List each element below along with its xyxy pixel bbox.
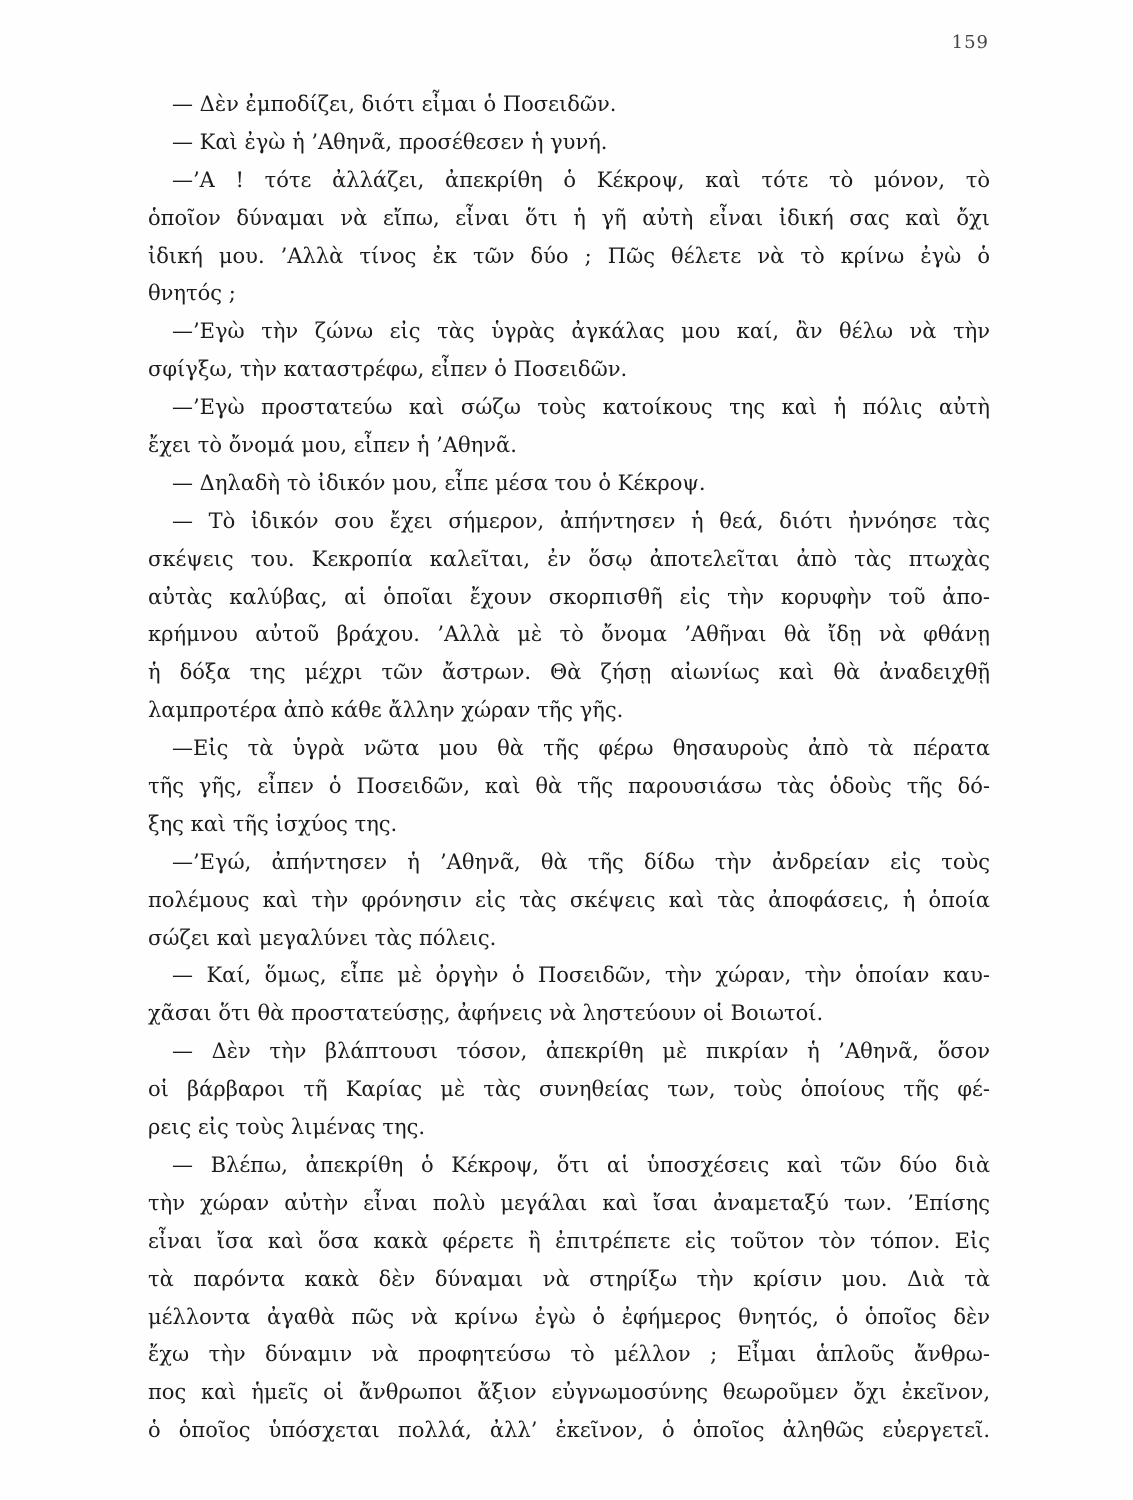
text-line: — Βλέπω, ἀπεκρίθη ὁ Κέκροψ, ὅτι αἱ ὑποσχέσεις καὶ τῶν δύο διὰ (172, 1152, 990, 1177)
text-line: μέλλοντα ἀγαθὰ πῶς νὰ κρίνω ἐγὼ ὁ ἐφήμερος θνητός, ὁ ὁποῖος δὲν (148, 1304, 990, 1329)
text-line: — Δὲν τὴν βλάπτουσι τόσον, ἀπεκρίθη μὲ πικρίαν ἡ ’Αθηνᾶ, ὅσον (172, 1039, 990, 1064)
page-text (148, 86, 990, 1450)
text-line: σφίγξω, τὴν καταστρέφω, εἶπεν ὁ Ποσειδῶν. (148, 357, 628, 382)
text-line: — Καὶ ἐγὼ ἡ ’Αθηνᾶ, προσέθεσεν ἡ γυνή. (172, 129, 608, 154)
text-line: οἱ βάρβαροι τῆ Καρίας μὲ τὰς συνηθείας των, τοὺς ὁποίους τῆς φέ- (148, 1077, 990, 1102)
text-line: ξης καὶ τῆς ἰσχύος της. (148, 811, 398, 836)
text-line: —’Εγώ, ἀπήντησεν ἡ ’Αθηνᾶ, θὰ τῆς δίδω τὴν ἀνδρείαν εἰς τοὺς (172, 849, 990, 874)
text-line: εἶναι ἴσα καὶ ὅσα κακὰ φέρετε ἢ ἐπιτρέπετε εἰς τοῦτον τὸν τόπον. Εἰς (148, 1228, 990, 1253)
text-line: — Καί, ὅμως, εἶπε μὲ ὀργὴν ὁ Ποσειδῶν, τὴν χώραν, τὴν ὁποίαν καυ- (172, 963, 990, 988)
page-number: 159 (951, 32, 989, 53)
text-line: αὐτὰς καλύβας, αἱ ὁποῖαι ἔχουν σκορπισθῆ εἰς τὴν κορυφὴν τοῦ ἀπο- (148, 584, 990, 609)
text-line: πολέμους καὶ τὴν φρόνησιν εἰς τὰς σκέψεις καὶ τὰς ἀποφάσεις, ἡ ὁποία (148, 887, 990, 912)
text-line: χᾶσαι ὅτι θὰ προστατεύσῃς, ἀφήνεις νὰ ληστεύουν οἱ Βοιωτοί. (148, 1001, 824, 1026)
text-line: ὁ ὁποῖος ὑπόσχεται πολλά, ἀλλ’ ἐκεῖνον, ὁ ὁποῖος ἀληθῶς εὐεργετεῖ. (148, 1418, 990, 1443)
text-line: λαμπροτέρα ἀπὸ κάθε ἄλλην χώραν τῆς γῆς. (148, 698, 624, 723)
text-line: πος καὶ ἡμεῖς οἱ ἄνθρωποι ἄξιον εὐγνωμοσύνης θεωροῦμεν ὄχι ἐκεῖνον, (148, 1380, 990, 1405)
text-line: ἔχω τὴν δύναμιν νὰ προφητεύσω τὸ μέλλον ; Εἶμαι ἁπλοῦς ἄνθρω- (148, 1342, 990, 1367)
text-line: —’Εγὼ τὴν ζώνω εἰς τὰς ὑγρὰς ἀγκάλας μου καί, ἂν θέλω νὰ τὴν (172, 319, 990, 344)
text-line: σκέψεις του. Κεκροπία καλεῖται, ἐν ὅσῳ ἀποτελεῖται ἀπὸ τὰς πτωχὰς (148, 546, 990, 571)
text-line: τὴν χώραν αὐτὴν εἶναι πολὺ μεγάλαι καὶ ἴσαι ἀναμεταξύ των. ’Επίσης (148, 1190, 990, 1215)
text-line: —’Εγὼ προστατεύω καὶ σώζω τοὺς κατοίκους της καὶ ἡ πόλις αὐτὴ (172, 395, 990, 420)
text-line: θνητός ; (148, 281, 236, 306)
text-line: ἡ δόξα της μέχρι τῶν ἄστρων. Θὰ ζήσῃ αἰωνίως καὶ θὰ ἀναδειχθῇ (148, 660, 990, 685)
text-line: ρεις εἰς τοὺς λιμένας της. (148, 1115, 425, 1140)
text-line: ἰδική μου. ’Αλλὰ τίνος ἐκ τῶν δύο ; Πῶς θέλετε νὰ τὸ κρίνω ἐγὼ ὁ (148, 243, 990, 268)
text-line: — Δὲν ἐμποδίζει, διότι εἶμαι ὁ Ποσειδῶν. (172, 92, 617, 116)
text-line: σώζει καὶ μεγαλύνει τὰς πόλεις. (148, 925, 497, 950)
text-line: —Εἰς τὰ ὑγρὰ νῶτα μου θὰ τῆς φέρω θησαυροὺς ἀπὸ τὰ πέρατα (172, 736, 990, 761)
text-line: κρήμνου αὐτοῦ βράχου. ’Αλλὰ μὲ τὸ ὄνομα ’Αθῆναι θὰ ἴδῃ νὰ φθάνῃ (148, 622, 990, 647)
text-line: —’Α ! τότε ἀλλάζει, ἀπεκρίθη ὁ Κέκροψ, καὶ τότε τὸ μόνον, τὸ (172, 167, 990, 192)
text-line: τὰ παρόντα κακὰ δὲν δύναμαι νὰ στηρίξω τὴν κρίσιν μου. Διὰ τὰ (148, 1266, 990, 1291)
text-line: ἔχει τὸ ὄνομά μου, εἶπεν ἡ ’Αθηνᾶ. (148, 433, 517, 458)
text-line: — Δηλαδὴ τὸ ἰδικόν μου, εἶπε μέσα του ὁ Κέκροψ. (172, 470, 706, 495)
text-line: — Τὸ ἰδικόν σου ἔχει σήμερον, ἀπήντησεν ἡ θεά, διότι ἠννόησε τὰς (172, 508, 990, 533)
text-line: ὁποῖον δύναμαι νὰ εἴπω, εἶναι ὅτι ἡ γῆ αὐτὴ εἶναι ἰδική σας καὶ ὄχι (148, 205, 990, 230)
text-line: τῆς γῆς, εἶπεν ὁ Ποσειδῶν, καὶ θὰ τῆς παρουσιάσω τὰς ὁδοὺς τῆς δό- (148, 774, 990, 799)
